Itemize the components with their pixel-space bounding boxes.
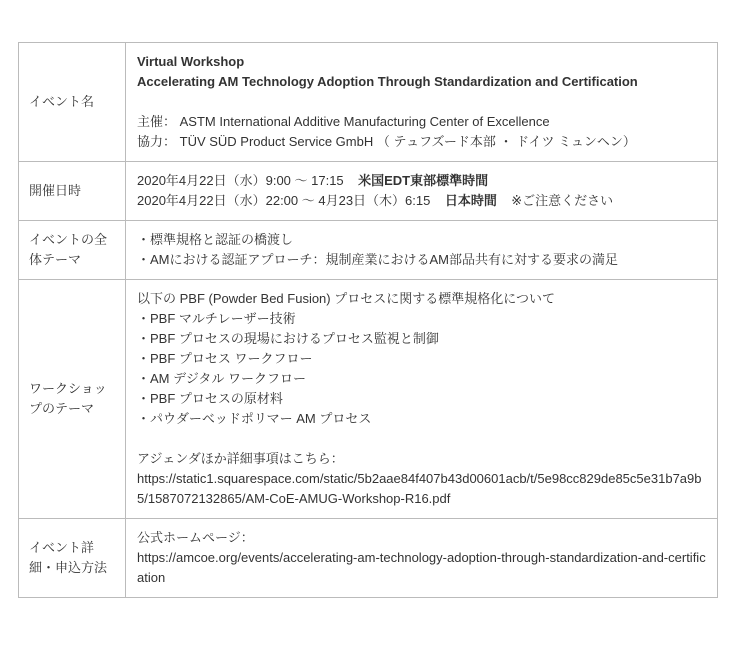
date-edt-zone: 米国EDT東部標準時間 xyxy=(358,173,489,188)
spacer xyxy=(137,429,709,449)
row-date xyxy=(19,162,718,221)
event-title-line1: Virtual Workshop xyxy=(137,54,245,69)
homepage-label: 公式ホームページ： xyxy=(137,530,254,545)
row-details xyxy=(19,519,718,598)
organizer-line xyxy=(137,112,709,132)
workshop-item: ・AM デジタル ワークフロー xyxy=(137,371,306,386)
date-content xyxy=(126,162,718,221)
workshop-item: ・パウダーベッドポリマー AM プロセス xyxy=(137,411,372,426)
event-name-label: イベント名 xyxy=(19,43,126,162)
row-theme xyxy=(19,221,718,280)
details-content xyxy=(126,519,718,598)
homepage-url[interactable]: https://amcoe.org/events/accelerating-am-technology-adoption-through-standardization-and-certification xyxy=(137,550,706,585)
organizer-label: 主催： xyxy=(137,114,177,129)
event-name-content xyxy=(126,43,718,162)
workshop-item: ・PBF プロセスの現場におけるプロセス監視と制御 xyxy=(137,331,439,346)
row-event-name xyxy=(19,43,718,162)
workshop-intro: 以下の PBF (Powder Bed Fusion) プロセスに関する標準規格化について xyxy=(137,291,555,306)
workshop-item: ・PBF プロセス ワークフロー xyxy=(137,351,313,366)
date-edt-text: 2020年4月22日（水）9:00 〜 17:15 xyxy=(137,173,344,188)
cooperation-line xyxy=(137,132,709,152)
date-line-jst xyxy=(137,191,709,211)
date-label: 開催日時 xyxy=(19,162,126,221)
theme-content xyxy=(126,221,718,280)
theme-label: イベントの全体テーマ xyxy=(19,221,126,280)
organizer-value: ASTM International Additive Manufacturing Center of Excellence xyxy=(179,114,550,129)
theme-item: ・標準規格と認証の橋渡し xyxy=(137,232,294,247)
agenda-url[interactable]: https://static1.squarespace.com/static/5b2aae84f407b43d00601acb/t/5e98cc829de85c5e31b7a9b5/1587072132865/AM-CoE-AMUG-Workshop-R16.pdf xyxy=(137,471,702,506)
date-jst-zone: 日本時間 xyxy=(444,193,497,208)
spacer xyxy=(137,92,709,112)
cooperation-value: TÜV SÜD Product Service GmbH （ テュフズード本部 ・ ドイツ ミュンヘン） xyxy=(179,134,636,149)
agenda-label: アジェンダほか詳細事項はこちら： xyxy=(137,451,344,466)
workshop-label: ワークショップのテーマ xyxy=(19,280,126,519)
event-info-table xyxy=(18,42,718,598)
theme-item: ・AMにおける認証アプローチ：規制産業におけるAM部品共有に対する要求の満足 xyxy=(137,252,619,267)
event-title-line2: Accelerating AM Technology Adoption Through Standardization and Certification xyxy=(137,74,638,89)
date-note: ※ご注意ください xyxy=(511,193,614,208)
workshop-item: ・PBF マルチレーザー技術 xyxy=(137,311,296,326)
row-workshop xyxy=(19,280,718,519)
details-label: イベント詳細・申込方法 xyxy=(19,519,126,598)
workshop-content xyxy=(126,280,718,519)
cooperation-label: 協力： xyxy=(137,134,177,149)
date-jst-text: 2020年4月22日（水）22:00 〜 4月23日（木）6:15 xyxy=(137,193,431,208)
date-line-edt xyxy=(137,171,709,191)
workshop-item: ・PBF プロセスの原材料 xyxy=(137,391,283,406)
